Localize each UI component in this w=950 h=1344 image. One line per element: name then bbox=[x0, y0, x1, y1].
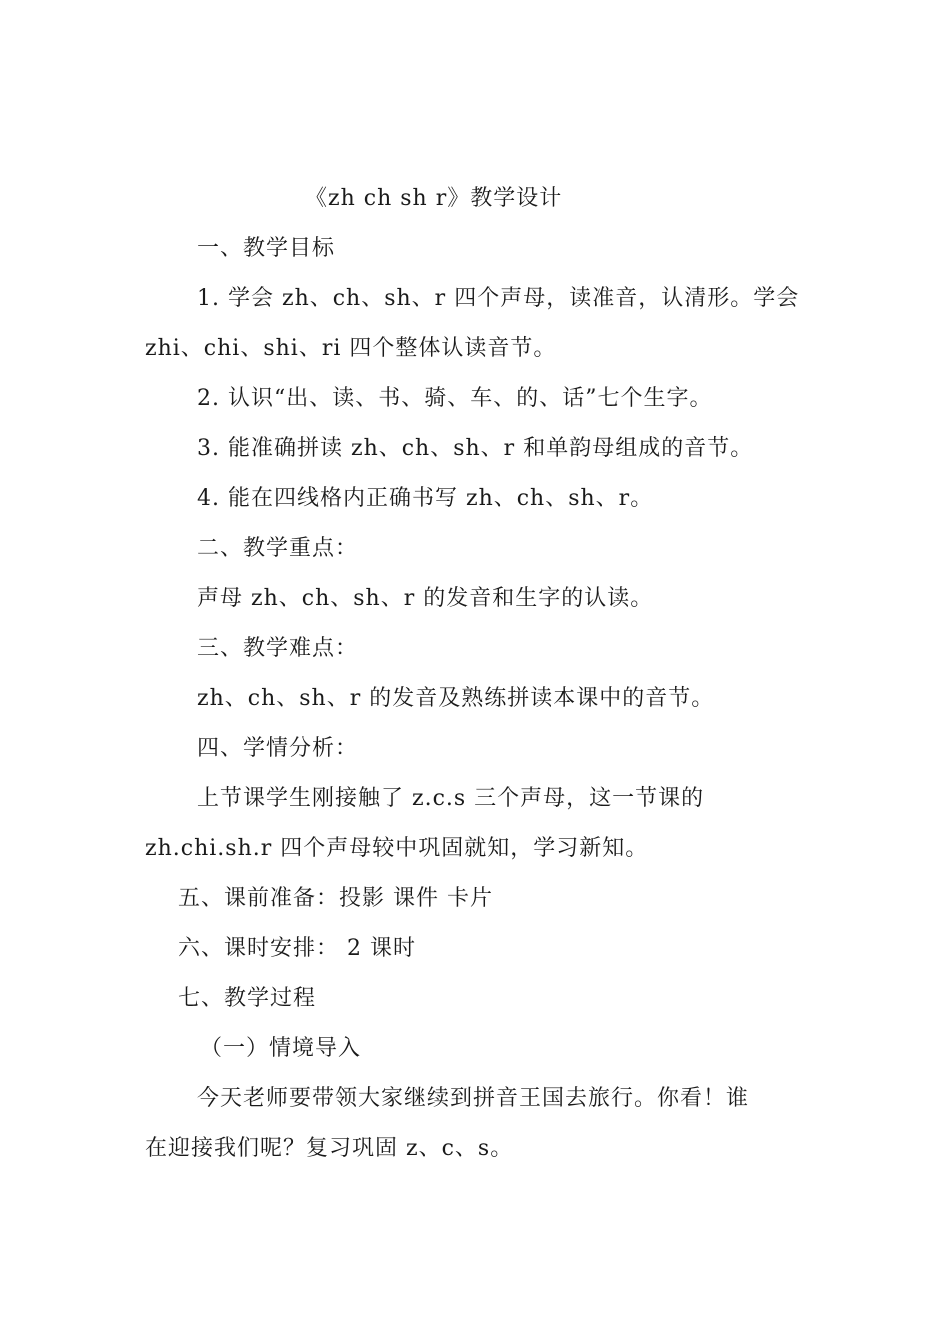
section-heading-goals: 一、教学目标 bbox=[197, 236, 336, 261]
section-heading-difficulties: 三、教学难点： bbox=[197, 636, 359, 661]
intro-line-1: 今天老师要带领大家继续到拼音王国去旅行。你看！谁 bbox=[197, 1086, 750, 1111]
goal-3: 3. 能准确拼读 zh、ch、sh、r 和单韵母组成的音节。 bbox=[197, 436, 754, 461]
goal-4: 4. 能在四线格内正确书写 zh、ch、sh、r。 bbox=[197, 486, 654, 511]
difficulties-text: zh、ch、sh、r 的发音及熟练拼读本课中的音节。 bbox=[197, 686, 715, 711]
section-heading-key-points: 二、教学重点： bbox=[197, 536, 359, 561]
key-points-text: 声母 zh、ch、sh、r 的发音和生字的认读。 bbox=[197, 586, 654, 611]
section-heading-process: 七、教学过程 bbox=[178, 986, 317, 1011]
goal-1-line-2: zhi、chi、shi、ri 四个整体认读音节。 bbox=[145, 336, 557, 361]
goal-2: 2. 认识“出、读、书、骑、车、的、话”七个生字。 bbox=[197, 386, 713, 411]
analysis-line-2: zh.chi.sh.r 四个声母较中巩固就知，学习新知。 bbox=[145, 836, 649, 861]
section-heading-analysis: 四、学情分析： bbox=[197, 736, 359, 761]
section-schedule: 六、课时安排： 2 课时 bbox=[178, 936, 416, 961]
intro-line-2: 在迎接我们呢？复习巩固 z、c、s。 bbox=[145, 1136, 514, 1161]
goal-1-line-1: 1. 学会 zh、ch、sh、r 四个声母，读准音，认清形。学会 bbox=[197, 286, 800, 311]
analysis-line-1: 上节课学生刚接触了 z.c.s 三个声母，这一节课的 bbox=[197, 786, 705, 811]
document-title: 《zh ch sh r》教学设计 bbox=[305, 186, 563, 211]
subsection-intro: （一）情境导入 bbox=[200, 1036, 362, 1061]
section-preparation: 五、课前准备：投影 课件 卡片 bbox=[178, 886, 493, 911]
